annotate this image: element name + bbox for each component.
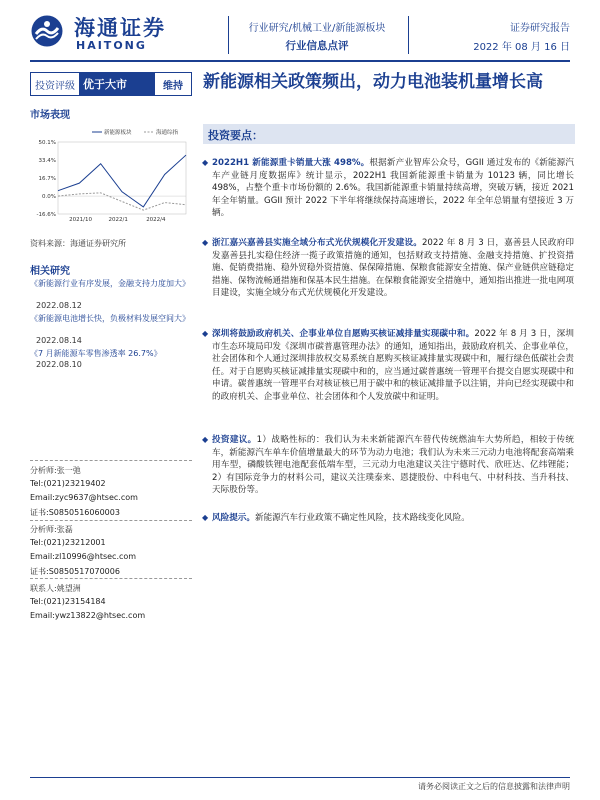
haitong-logo-icon: [30, 14, 64, 48]
paragraph-text: 根据新产业智库公众号，GGII 通过发布的《新能源汽车产业链月度数据库》统计显示，2022H1 我国新能源重卡销量为 10123 辆，同比增长 498%，占整个重卡市场份额的 2.6%。我国新能源重卡销量持续高增，突破万辆，接近 2021 年全年销量。GGII 预计 2022 下半年将继续保持高速增长，2022 年全年总销量有望接近 3 万辆。: [212, 158, 575, 219]
y-tick-label: 50.1%: [38, 140, 56, 146]
analyst-phone: Tel:(021)23219402: [30, 479, 106, 488]
analyst-divider: [30, 578, 192, 580]
y-tick-label: -16.6%: [36, 212, 56, 218]
doc-type: 证券研究报告: [510, 23, 570, 34]
logo: [30, 12, 220, 52]
paragraph-lead: 风险提示。: [212, 513, 255, 523]
paragraph-lead: 投资建议。: [212, 435, 257, 445]
related-item-title[interactable]: 《新能源电池增长快，负极材料发展空间大》: [30, 314, 190, 323]
header-divider: [408, 16, 409, 54]
bullet-icon: ◆: [202, 513, 209, 522]
bullet-icon: ◆: [202, 158, 209, 167]
paragraph-lead: 深圳将鼓励政府机关、企事业单位自愿购买核证减排量实现碳中和。: [212, 329, 475, 339]
related-item-title[interactable]: 《7 月新能源车零售渗透率 26.7%》: [30, 349, 162, 358]
logo-chinese-text: 海通证券: [74, 15, 166, 40]
paragraph-lead: 2022H1 新能源重卡销量大涨 498%。: [212, 158, 370, 168]
report-type: 行业信息点评: [285, 40, 349, 52]
rating-value: 优于大市: [79, 73, 155, 95]
market-chart: [30, 122, 190, 222]
x-tick-label: 2022/4: [146, 217, 166, 222]
y-tick-label: 16.7%: [38, 176, 56, 182]
related-heading: 相关研究: [30, 266, 70, 277]
chart-source: 资料来源：海通证券研究所: [30, 239, 126, 248]
analyst-divider: [30, 520, 192, 522]
related-item-date: 2022.08.10: [36, 360, 82, 369]
paragraph-text: 1）战略性标的：我们认为未来新能源汽车替代传统燃油车大势所趋，相较于传统车，新能源汽车单车价值增量最大的环节为动力电池；我们认为未来三元动力电池将配套高端乘用车型，磷酸铁锂电池配套低端车型，三元动力电池建议关注宁德时代、欣旺达、亿纬锂能；2）有国际竞争力的材料公司，建议关注璞泰来、恩捷股份、中科电气、中材科技、当升科技、天际股份等。: [212, 435, 574, 496]
series-line: [58, 193, 186, 210]
paragraph-lead: 浙江嘉兴嘉善县实施全域分布式光伏规模化开发建设。: [212, 238, 422, 248]
paragraph: [202, 328, 574, 404]
footer-disclaimer: 请务必阅读正文之后的信息披露和法律声明: [418, 782, 570, 791]
paragraph: [202, 434, 574, 497]
paragraph-text: 2022 年 8 月 3 日，嘉善县人民政府印发嘉善县扎实稳住经济一揽子政策措施的通知，包括财政支持措施、金融支持措施、扩投资措施、促销费措施、稳外贸稳外资措施、保保障措施、保粮食能源安全措施、保产业链供应链稳定措施、保物流畅通措施和保基本民生措施。在保粮食能源安全措施中，通知指出推进一批电网项目建设，实施全域分布式光伏规模化开发建设。: [212, 238, 574, 299]
report-date: 2022 年 08 月 16 日: [473, 42, 570, 53]
contact-email[interactable]: Email:ywz13822@htsec.com: [30, 611, 146, 620]
paragraph-text: 新能源汽车行业政策不确定性风险，技术路线变化风险。: [254, 513, 470, 523]
x-tick-label: 2021/10: [69, 217, 93, 222]
header-rule: [30, 60, 570, 62]
legend-label: 海通综指: [156, 130, 179, 136]
x-tick-label: 2022/1: [108, 217, 128, 222]
header-divider: [228, 16, 229, 54]
analyst-email[interactable]: Email:zl10996@htsec.com: [30, 552, 137, 561]
report-title: 新能源相关政策频出，动力电池装机量增长高: [203, 72, 543, 92]
rating-status: 维持: [163, 80, 183, 92]
rating-label: 投资评级: [35, 80, 75, 92]
related-item-date: 2022.08.12: [36, 301, 82, 310]
section-title: 投资要点：: [208, 129, 263, 142]
bullet-icon: ◆: [202, 238, 209, 247]
footer-rule: [30, 777, 570, 778]
contact-name: 联系人:姚望洲: [30, 584, 81, 593]
contact-phone: Tel:(021)23154184: [30, 597, 106, 606]
analyst-email[interactable]: Email:zyc9637@htsec.com: [30, 493, 138, 502]
y-tick-label: 33.4%: [38, 158, 56, 164]
paragraph: [202, 512, 574, 525]
analyst-cert: 证书:S0850516060003: [30, 508, 120, 517]
report-category: 行业研究/机械工业/新能源板块: [248, 23, 386, 34]
analyst-name: 分析师:张一弛: [30, 466, 81, 475]
analyst-divider: [30, 460, 192, 462]
market-heading: 市场表现: [30, 110, 70, 121]
bullet-icon: ◆: [202, 435, 209, 444]
paragraph-text: 2022 年 8 月 3 日，深圳市生态环境局印发《深圳市碳普惠管理办法》的通知，通知指出，鼓励政府机关、企事业单位，社会团体和个人通过深圳排放权交易系统自愿购买核证减排量实现碳中和，履行绿色低碳社会责任。对于自愿购买核证减排量实现碳中和的，应当通过碳普惠统一管理平台提交自愿实现碳中和申请。碳普惠统一管理平台对核证核已用于碳中和的核证减排量予以注销，并向已经实现碳中和的政府机关、企事业单位、社会团体和个人发放碳中和证明。: [212, 329, 574, 402]
related-item-title[interactable]: 《新能源行业有序发展，金融支持力度加大》: [30, 279, 190, 288]
paragraph: [202, 237, 574, 300]
logo-english-text: HAITONG: [76, 39, 147, 52]
rating-box: [30, 72, 192, 96]
analyst-name: 分析师:张磊: [30, 525, 73, 534]
related-item-date: 2022.08.14: [36, 336, 82, 345]
y-tick-label: 0.0%: [42, 194, 56, 200]
series-line: [58, 155, 186, 207]
analyst-phone: Tel:(021)23212001: [30, 538, 106, 547]
bullet-icon: ◆: [202, 329, 209, 338]
paragraph: [202, 157, 575, 220]
legend-label: 新能源板块: [104, 130, 132, 136]
analyst-cert: 证书:S0850517070006: [30, 567, 120, 576]
